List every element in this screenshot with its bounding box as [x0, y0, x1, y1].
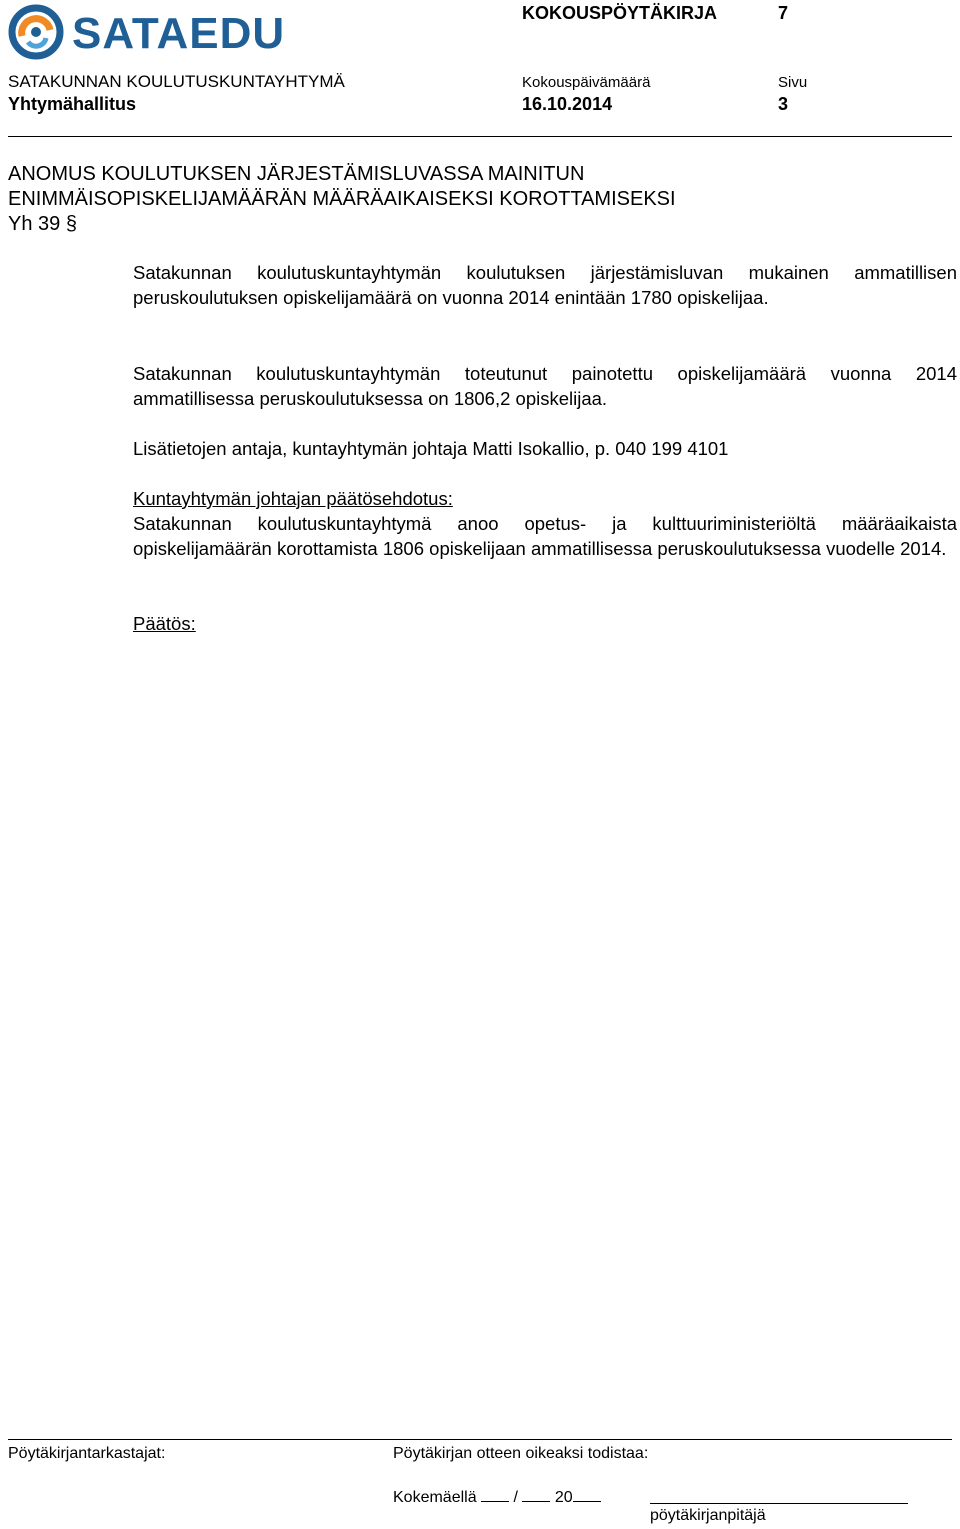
- paragraph-3: Lisätietojen antaja, kuntayhtymän johtaja Matti Isokallio, p. 040 199 4101: [133, 438, 729, 459]
- date-slash: /: [513, 1489, 518, 1506]
- title-line-1: ANOMUS KOULUTUKSEN JÄRJESTÄMISLUVASSA MAINITUN: [8, 163, 585, 185]
- signer-title: pöytäkirjanpitäjä: [650, 1507, 766, 1524]
- checkers-label: Pöytäkirjantarkastajat:: [8, 1445, 166, 1462]
- day-blank: [481, 1487, 509, 1502]
- section-number: Yh 39 §: [8, 213, 77, 235]
- signature-line: [393, 1487, 601, 1507]
- logo-swirl-icon: [8, 2, 68, 62]
- doc-number: 7: [778, 3, 789, 23]
- paragraph-1: Satakunnan koulutuskuntayhtymän koulutuksen järjestämisluvan mukainen ammatillisen peruskoulutuksen opiskelijamäärä on vuonna 2014 enintään 1780 opiskelijaa.: [133, 262, 957, 308]
- proposal-heading: Kuntayhtymän johtajan päätösehdotus:: [133, 488, 453, 509]
- date-label: Kokouspäivämäärä: [522, 74, 651, 91]
- page-label: Sivu: [778, 74, 808, 91]
- paragraph-2: Satakunnan koulutuskuntayhtymän toteutunut painotettu opiskelijamäärä vuonna 2014 ammatillisessa peruskoulutuksessa on 1806,2 opiskelijaa.: [133, 363, 957, 409]
- month-blank: [522, 1487, 550, 1502]
- logo-wordmark: SATAEDU: [72, 9, 286, 58]
- sataedu-logo: [8, 2, 286, 64]
- year-prefix: 20: [554, 1489, 573, 1506]
- header-divider: [8, 136, 952, 137]
- place-name: Kokemäellä: [393, 1489, 477, 1506]
- governing-body: Yhtymähallitus: [8, 94, 137, 114]
- proposal-text: Satakunnan koulutuskuntayhtymä anoo opetus- ja kulttuuriministeriöltä määräaikaista opiskelijamäärän korottamista 1806 opiskelijaan ammatillisessa peruskoulutuksessa vuodelle 2014.: [133, 513, 957, 559]
- year-blank: [573, 1487, 601, 1502]
- footer-divider: [8, 1439, 952, 1440]
- title-line-2: ENIMMÄISOPISKELIJAMÄÄRÄN MÄÄRÄAIKAISEKSI KOROTTAMISEKSI: [8, 188, 676, 210]
- organization-name: SATAKUNNAN KOULUTUSKUNTAYHTYMÄ: [8, 72, 345, 91]
- signature-underline: [650, 1503, 908, 1504]
- meeting-date: 16.10.2014: [522, 94, 613, 114]
- doc-type: KOKOUSPÖYTÄKIRJA: [522, 3, 718, 23]
- decision-heading: Päätös:: [133, 613, 196, 634]
- certify-label: Pöytäkirjan otteen oikeaksi todistaa:: [393, 1445, 649, 1462]
- page-number: 3: [778, 94, 789, 114]
